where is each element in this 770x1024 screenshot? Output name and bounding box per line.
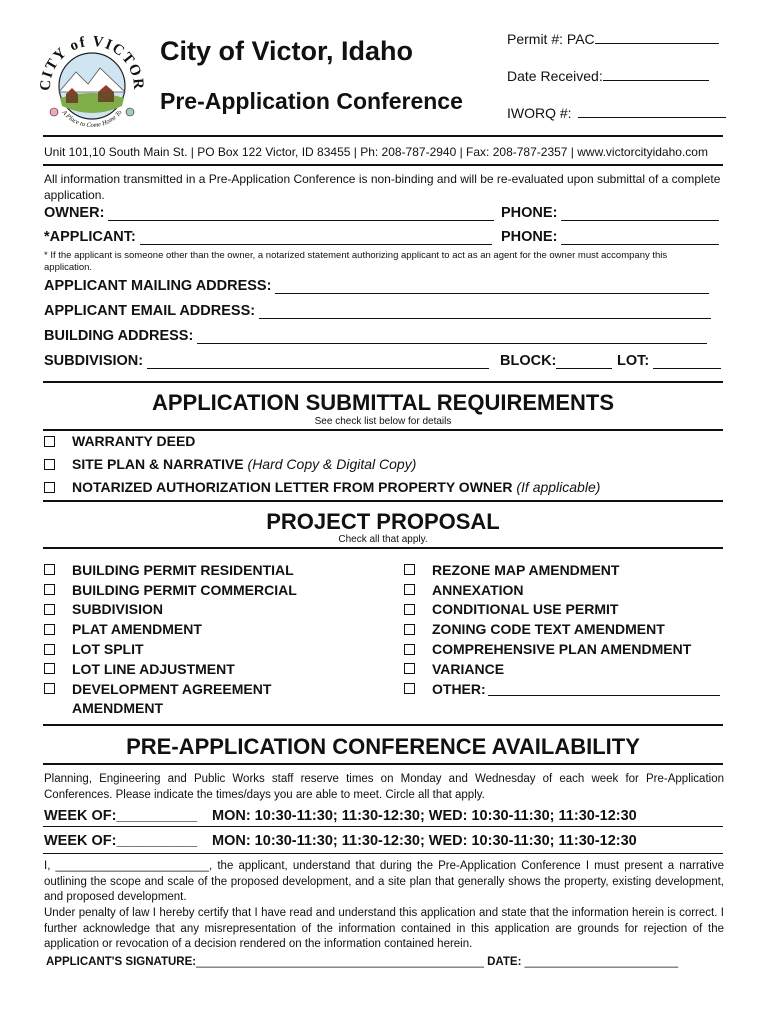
checklist-warranty-deed[interactable]: WARRANTY DEED <box>44 433 195 449</box>
right-proposal-item[interactable] <box>404 659 720 679</box>
other-input-line[interactable] <box>488 682 720 696</box>
week-of-field-1[interactable]: WEEK OF:__________ <box>44 808 198 824</box>
checkbox[interactable] <box>404 604 415 615</box>
proposal-subheading: Check all that apply. <box>338 534 428 545</box>
week-1-times[interactable]: MON: 10:30-11:30; 11:30-12:30; WED: 10:30-11:30; 11:30-12:30 <box>212 808 637 824</box>
right-proposal-item[interactable] <box>404 679 720 699</box>
checkbox[interactable] <box>404 584 415 595</box>
checkbox[interactable] <box>44 459 55 470</box>
proposal-item-label: PLAT AMENDMENT <box>72 621 202 638</box>
checklist-notarized-letter[interactable]: NOTARIZED AUTHORIZATION LETTER FROM PROPERTY OWNER (If applicable) <box>44 479 600 495</box>
left-proposal-item[interactable] <box>44 659 297 679</box>
proposal-item-label: OTHER: <box>432 680 486 697</box>
date-received-field[interactable]: Date Received: <box>507 67 709 84</box>
left-proposal-item[interactable] <box>44 560 297 580</box>
proposal-item-label: LOT SPLIT <box>72 641 144 658</box>
contact-divider <box>43 164 723 166</box>
date-label: DATE: <box>487 956 522 968</box>
proposal-item-label: LOT LINE ADJUSTMENT <box>72 660 235 677</box>
left-proposal-item[interactable] <box>44 580 297 600</box>
proposal-divider <box>43 547 723 549</box>
applicant-field[interactable]: *APPLICANT: <box>44 229 492 245</box>
proposal-item-label: AMENDMENT <box>72 700 163 717</box>
owner-phone-field[interactable]: PHONE: <box>501 205 719 221</box>
applicant-phone-field[interactable]: PHONE: <box>501 229 719 245</box>
iworq-field[interactable]: IWORQ #: <box>507 104 726 121</box>
proposal-heading: PROJECT PROPOSAL <box>266 509 500 534</box>
right-proposal-item[interactable] <box>404 580 720 600</box>
week-divider <box>43 826 723 827</box>
page-subtitle: Pre-Application Conference <box>160 88 463 114</box>
left-proposal-item[interactable] <box>44 639 297 659</box>
availability-top-divider <box>43 724 723 726</box>
contact-line: Unit 101,10 South Main St. | PO Box 122 Victor, ID 83455 | Ph: 208-787-2940 | Fax: 208-787-2357 | www.victorcityidaho.com <box>44 145 708 159</box>
checkbox[interactable] <box>44 683 55 694</box>
availability-divider <box>43 763 723 765</box>
checkbox[interactable] <box>44 584 55 595</box>
checkbox[interactable] <box>404 624 415 635</box>
proposal-item-label: COMPREHENSIVE PLAN AMENDMENT <box>432 641 692 658</box>
lot-field[interactable]: LOT: <box>617 353 721 369</box>
block-field[interactable]: BLOCK: <box>500 353 612 369</box>
proposal-item-label: REZONE MAP AMENDMENT <box>432 561 620 578</box>
checkbox[interactable] <box>44 644 55 655</box>
subdivision-field[interactable]: SUBDIVISION: <box>44 353 489 369</box>
svg-text:CITY of VICTOR: CITY of VICTOR <box>37 33 147 92</box>
week-of-field-2[interactable]: WEEK OF:__________ <box>44 833 198 849</box>
left-proposal-item[interactable] <box>44 600 297 620</box>
proposal-item-label: BUILDING PERMIT COMMERCIAL <box>72 581 297 598</box>
right-proposal-item[interactable] <box>404 560 720 580</box>
proposal-top-divider <box>43 500 723 502</box>
submittal-divider <box>43 429 723 431</box>
proposal-item-label: ZONING CODE TEXT AMENDMENT <box>432 621 665 638</box>
checkbox[interactable] <box>44 436 55 447</box>
email-address-field[interactable]: APPLICANT EMAIL ADDRESS: <box>44 303 711 319</box>
proposal-item-label: SUBDIVISION <box>72 601 164 618</box>
certify-paragraph-2: Under penalty of law I hereby certify that I have read and understand this application and state that the information herein is correct. I further acknowledge that any misrepresentation of the information contained in this application are grounds for rejection of the application or revocation of a decision rendered on the information contained herein. <box>44 907 724 950</box>
checkbox[interactable] <box>44 564 55 575</box>
left-proposal-item[interactable] <box>44 679 297 699</box>
right-proposal-item[interactable] <box>404 639 720 659</box>
city-seal-logo <box>36 28 148 140</box>
svg-text:A Place to Come Home To: A Place to Come Home To <box>60 109 124 130</box>
availability-text: Planning, Engineering and Public Works staff reserve times on Monday and Wednesday of each week for Pre-Application Conferences. Please indicate the times/days you are able to meet. Circle all that apply. <box>44 773 724 801</box>
page-title: City of Victor, Idaho <box>160 36 414 66</box>
header-divider <box>43 135 723 137</box>
submittal-subheading: See check list below for details <box>314 416 452 427</box>
checkbox[interactable] <box>404 663 415 674</box>
proposal-right-list <box>404 560 720 699</box>
left-proposal-item <box>44 699 297 719</box>
availability-heading: PRE-APPLICATION CONFERENCE AVAILABILITY <box>126 734 640 759</box>
checkbox[interactable] <box>44 663 55 674</box>
owner-field[interactable]: OWNER: <box>44 205 494 221</box>
applicant-footnote: * If the applicant is someone other than the owner, a notarized statement authorizing applicant to act as an agent for the owner must accompany this application. <box>44 250 668 273</box>
submittal-heading: APPLICATION SUBMITTAL REQUIREMENTS <box>152 390 614 415</box>
checkbox[interactable] <box>404 644 415 655</box>
proposal-item-label: DEVELOPMENT AGREEMENT <box>72 680 272 697</box>
building-address-field[interactable]: BUILDING ADDRESS: <box>44 328 707 344</box>
permit-field[interactable]: Permit #: PAC <box>507 30 719 47</box>
checkbox[interactable] <box>44 604 55 615</box>
proposal-item-label: VARIANCE <box>432 660 505 677</box>
submittal-top-divider <box>43 381 723 383</box>
proposal-item-label: BUILDING PERMIT RESIDENTIAL <box>72 561 294 578</box>
mailing-address-field[interactable]: APPLICANT MAILING ADDRESS: <box>44 278 709 294</box>
checkbox[interactable] <box>404 683 415 694</box>
proposal-item-label: CONDITIONAL USE PERMIT <box>432 601 619 618</box>
checkbox[interactable] <box>404 564 415 575</box>
left-proposal-item[interactable] <box>44 619 297 639</box>
signature-label: APPLICANT'S SIGNATURE: <box>46 956 197 968</box>
checkbox[interactable] <box>44 624 55 635</box>
right-proposal-item[interactable] <box>404 600 720 620</box>
week-bottom-divider <box>43 853 723 854</box>
proposal-left-list <box>44 560 297 718</box>
right-proposal-item[interactable] <box>404 619 720 639</box>
checklist-site-plan[interactable]: SITE PLAN & NARRATIVE (Hard Copy & Digital Copy) <box>44 456 416 472</box>
checkbox[interactable] <box>44 482 55 493</box>
proposal-item-label: ANNEXATION <box>432 581 524 598</box>
intro-text: All information transmitted in a Pre-Application Conference is non-binding and will be re-evaluated upon submittal of a complete application. <box>44 172 721 202</box>
week-2-times[interactable]: MON: 10:30-11:30; 11:30-12:30; WED: 10:30-11:30; 11:30-12:30 <box>212 833 637 849</box>
signature-row[interactable] <box>46 956 678 968</box>
certify-paragraph-1: I, ________________________, the applicant, understand that during the Pre-Application Conference I must present a narrative outlining the scope and scale of the proposed development, and a site plan that generally shows the property, existing development, and proposed development. <box>44 860 724 903</box>
date-line[interactable]: ________________________ <box>524 956 679 968</box>
signature-line[interactable]: _____________________________________________ <box>196 956 484 968</box>
